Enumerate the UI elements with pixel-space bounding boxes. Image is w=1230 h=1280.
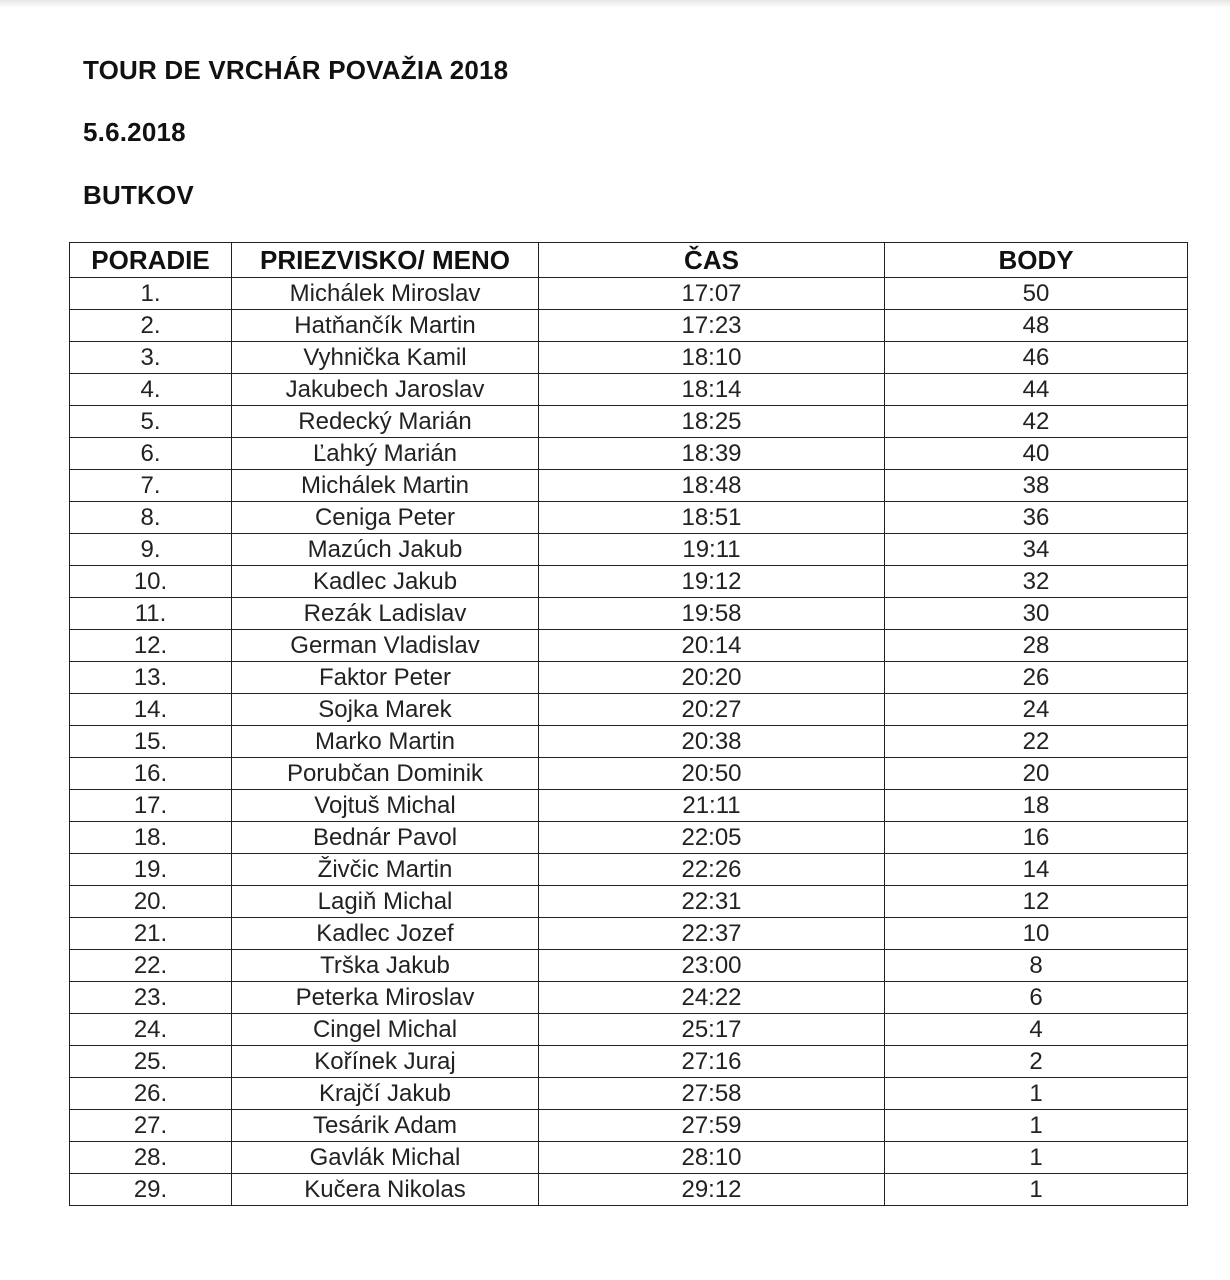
cell-time: 21:11 (539, 790, 885, 822)
document-date: 5.6.2018 (83, 117, 186, 147)
cell-name: Vojtuš Michal (232, 790, 539, 822)
cell-name: Peterka Miroslav (232, 982, 539, 1014)
table-row (70, 1046, 1188, 1078)
cell-time: 18:51 (539, 502, 885, 534)
cell-rank: 1. (70, 278, 232, 310)
cell-name: Kořínek Juraj (232, 1046, 539, 1078)
cell-points: 44 (885, 374, 1188, 406)
cell-points: 42 (885, 406, 1188, 438)
cell-name: Ceniga Peter (232, 502, 539, 534)
table-row (70, 918, 1188, 950)
results-table-header (70, 243, 1188, 278)
cell-time: 20:14 (539, 630, 885, 662)
cell-points: 14 (885, 854, 1188, 886)
cell-time: 20:50 (539, 758, 885, 790)
cell-name: Jakubech Jaroslav (232, 374, 539, 406)
cell-time: 20:27 (539, 694, 885, 726)
cell-points: 28 (885, 630, 1188, 662)
cell-time: 19:12 (539, 566, 885, 598)
cell-name: Cingel Michal (232, 1014, 539, 1046)
cell-time: 18:48 (539, 470, 885, 502)
cell-rank: 2. (70, 310, 232, 342)
cell-name: Michálek Martin (232, 470, 539, 502)
cell-points: 16 (885, 822, 1188, 854)
cell-time: 22:05 (539, 822, 885, 854)
cell-name: Hatňančík Martin (232, 310, 539, 342)
cell-name: Marko Martin (232, 726, 539, 758)
cell-time: 22:37 (539, 918, 885, 950)
results-table (69, 242, 1188, 1206)
table-row (70, 630, 1188, 662)
table-row (70, 598, 1188, 630)
cell-points: 8 (885, 950, 1188, 982)
cell-points: 40 (885, 438, 1188, 470)
cell-points: 18 (885, 790, 1188, 822)
table-row (70, 406, 1188, 438)
cell-name: Ľahký Marián (232, 438, 539, 470)
cell-time: 27:16 (539, 1046, 885, 1078)
cell-name: Rezák Ladislav (232, 598, 539, 630)
page-top-shadow (0, 0, 1230, 8)
results-table-body (70, 278, 1188, 1206)
table-row (70, 438, 1188, 470)
cell-time: 17:23 (539, 310, 885, 342)
cell-points: 50 (885, 278, 1188, 310)
cell-rank: 21. (70, 918, 232, 950)
table-row (70, 566, 1188, 598)
table-row (70, 1078, 1188, 1110)
table-row (70, 886, 1188, 918)
cell-points: 22 (885, 726, 1188, 758)
cell-rank: 12. (70, 630, 232, 662)
table-row (70, 502, 1188, 534)
header-points: BODY (885, 243, 1188, 278)
cell-name: Kučera Nikolas (232, 1174, 539, 1206)
table-row (70, 342, 1188, 374)
cell-rank: 25. (70, 1046, 232, 1078)
table-row (70, 1142, 1188, 1174)
cell-points: 26 (885, 662, 1188, 694)
cell-rank: 11. (70, 598, 232, 630)
cell-points: 1 (885, 1110, 1188, 1142)
cell-rank: 6. (70, 438, 232, 470)
table-row (70, 822, 1188, 854)
cell-name: Kadlec Jakub (232, 566, 539, 598)
table-row (70, 278, 1188, 310)
cell-rank: 14. (70, 694, 232, 726)
cell-rank: 7. (70, 470, 232, 502)
cell-rank: 22. (70, 950, 232, 982)
table-row (70, 790, 1188, 822)
cell-time: 27:59 (539, 1110, 885, 1142)
cell-time: 23:00 (539, 950, 885, 982)
cell-name: Tesárik Adam (232, 1110, 539, 1142)
cell-name: Trška Jakub (232, 950, 539, 982)
table-row (70, 950, 1188, 982)
cell-points: 1 (885, 1174, 1188, 1206)
header-row (70, 243, 1188, 278)
cell-points: 6 (885, 982, 1188, 1014)
cell-rank: 15. (70, 726, 232, 758)
cell-name: Sojka Marek (232, 694, 539, 726)
cell-rank: 27. (70, 1110, 232, 1142)
cell-time: 25:17 (539, 1014, 885, 1046)
cell-time: 19:11 (539, 534, 885, 566)
cell-points: 46 (885, 342, 1188, 374)
table-row (70, 534, 1188, 566)
table-row (70, 1014, 1188, 1046)
cell-points: 24 (885, 694, 1188, 726)
table-row (70, 758, 1188, 790)
table-row (70, 470, 1188, 502)
document-location: BUTKOV (83, 180, 194, 210)
cell-name: Mazúch Jakub (232, 534, 539, 566)
table-row (70, 982, 1188, 1014)
cell-rank: 19. (70, 854, 232, 886)
cell-points: 30 (885, 598, 1188, 630)
cell-points: 1 (885, 1142, 1188, 1174)
cell-time: 19:58 (539, 598, 885, 630)
cell-time: 20:38 (539, 726, 885, 758)
cell-name: Kadlec Jozef (232, 918, 539, 950)
cell-name: Lagiň Michal (232, 886, 539, 918)
cell-points: 36 (885, 502, 1188, 534)
cell-rank: 23. (70, 982, 232, 1014)
cell-rank: 18. (70, 822, 232, 854)
cell-time: 18:25 (539, 406, 885, 438)
cell-rank: 16. (70, 758, 232, 790)
cell-name: Faktor Peter (232, 662, 539, 694)
cell-name: Gavlák Michal (232, 1142, 539, 1174)
cell-rank: 26. (70, 1078, 232, 1110)
cell-time: 18:14 (539, 374, 885, 406)
table-row (70, 374, 1188, 406)
cell-time: 20:20 (539, 662, 885, 694)
table-row (70, 1110, 1188, 1142)
cell-rank: 29. (70, 1174, 232, 1206)
header-rank: PORADIE (70, 243, 232, 278)
cell-name: Vyhnička Kamil (232, 342, 539, 374)
cell-name: German Vladislav (232, 630, 539, 662)
cell-points: 32 (885, 566, 1188, 598)
cell-rank: 13. (70, 662, 232, 694)
cell-rank: 17. (70, 790, 232, 822)
cell-time: 18:39 (539, 438, 885, 470)
cell-rank: 4. (70, 374, 232, 406)
cell-name: Porubčan Dominik (232, 758, 539, 790)
cell-points: 1 (885, 1078, 1188, 1110)
cell-time: 17:07 (539, 278, 885, 310)
cell-time: 27:58 (539, 1078, 885, 1110)
cell-rank: 20. (70, 886, 232, 918)
table-row (70, 662, 1188, 694)
cell-rank: 9. (70, 534, 232, 566)
table-row (70, 854, 1188, 886)
document-title: TOUR DE VRCHÁR POVAŽIA 2018 (83, 55, 509, 85)
cell-name: Živčic Martin (232, 854, 539, 886)
cell-time: 22:26 (539, 854, 885, 886)
cell-rank: 28. (70, 1142, 232, 1174)
cell-time: 24:22 (539, 982, 885, 1014)
cell-points: 38 (885, 470, 1188, 502)
cell-time: 22:31 (539, 886, 885, 918)
cell-points: 12 (885, 886, 1188, 918)
cell-rank: 10. (70, 566, 232, 598)
cell-time: 28:10 (539, 1142, 885, 1174)
header-name: PRIEZVISKO/ MENO (232, 243, 539, 278)
cell-time: 29:12 (539, 1174, 885, 1206)
cell-rank: 8. (70, 502, 232, 534)
cell-points: 4 (885, 1014, 1188, 1046)
cell-name: Redecký Marián (232, 406, 539, 438)
cell-points: 2 (885, 1046, 1188, 1078)
table-row (70, 1174, 1188, 1206)
cell-points: 34 (885, 534, 1188, 566)
cell-time: 18:10 (539, 342, 885, 374)
table-row (70, 726, 1188, 758)
cell-points: 20 (885, 758, 1188, 790)
table-row (70, 694, 1188, 726)
cell-rank: 24. (70, 1014, 232, 1046)
header-time: ČAS (539, 243, 885, 278)
cell-points: 48 (885, 310, 1188, 342)
table-row (70, 310, 1188, 342)
cell-points: 10 (885, 918, 1188, 950)
cell-name: Michálek Miroslav (232, 278, 539, 310)
cell-name: Krajčí Jakub (232, 1078, 539, 1110)
cell-name: Bednár Pavol (232, 822, 539, 854)
cell-rank: 3. (70, 342, 232, 374)
cell-rank: 5. (70, 406, 232, 438)
